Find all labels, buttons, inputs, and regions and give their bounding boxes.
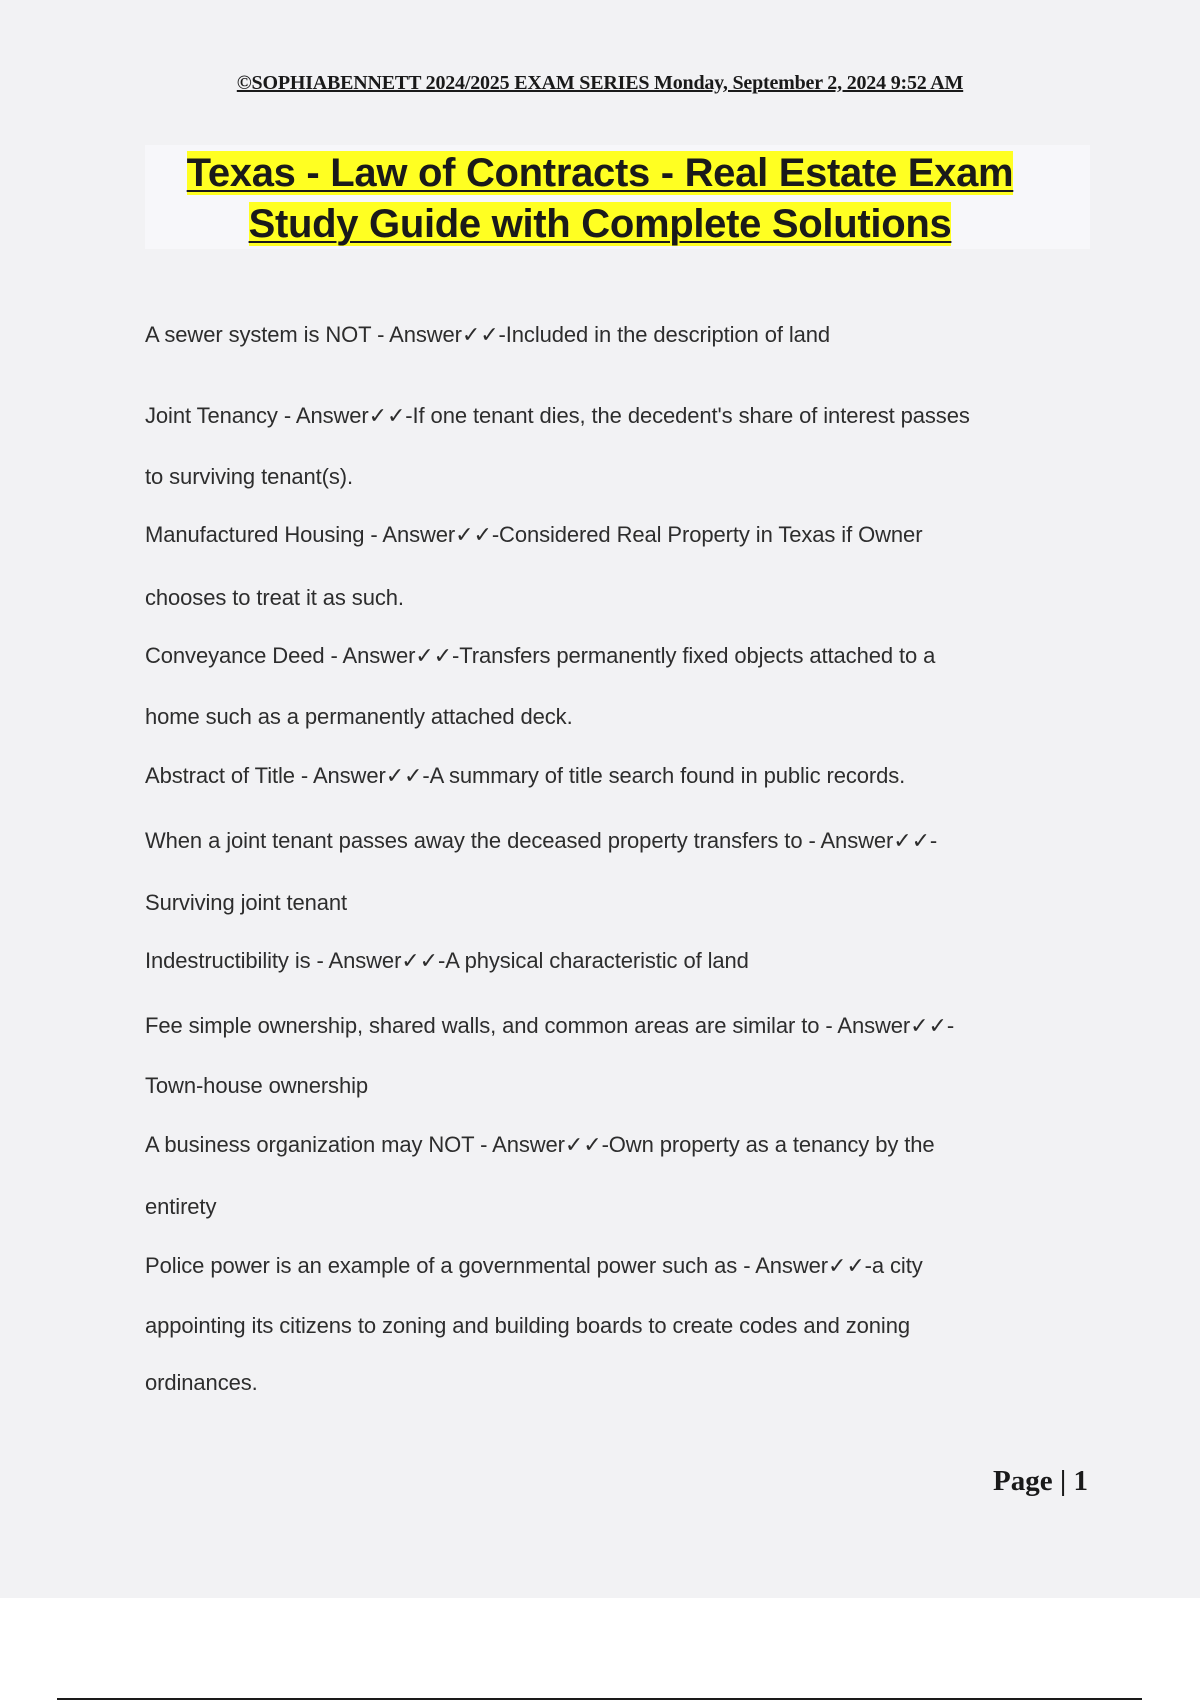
qa-line: chooses to treat it as such.: [145, 585, 404, 610]
qa-line: home such as a permanently attached deck.: [145, 704, 573, 729]
qa-line: to surviving tenant(s).: [145, 464, 354, 489]
document-title: [0, 148, 1200, 250]
qa-line: appointing its citizens to zoning and building boards to create codes and zoning: [145, 1313, 910, 1338]
qa-line: A sewer system is NOT - Answer✓✓-Included in the description of land: [145, 322, 831, 347]
qa-line: ordinances.: [145, 1370, 258, 1395]
qa-line: Police power is an example of a governmental power such as - Answer✓✓-a city: [145, 1253, 923, 1278]
qa-line: entirety: [145, 1194, 217, 1219]
qa-line: Fee simple ownership, shared walls, and common areas are similar to - Answer✓✓-: [145, 1013, 955, 1038]
document-header: ©SOPHIABENNETT 2024/2025 EXAM SERIES Monday, September 2, 2024 9:52 AM: [236, 72, 964, 94]
qa-line: When a joint tenant passes away the deceased property transfers to - Answer✓✓-: [145, 828, 938, 853]
qa-line: Conveyance Deed - Answer✓✓-Transfers permanently fixed objects attached to a: [145, 643, 936, 668]
page-number: Page | 1: [993, 1465, 1088, 1497]
qa-line: Joint Tenancy - Answer✓✓-If one tenant dies, the decedent's share of interest passes: [145, 403, 970, 428]
qa-line: Surviving joint tenant: [145, 890, 348, 915]
qa-line: Abstract of Title - Answer✓✓-A summary of title search found in public records.: [145, 763, 906, 788]
qa-line: Manufactured Housing - Answer✓✓-Considered Real Property in Texas if Owner: [145, 522, 923, 547]
qa-line: Town-house ownership: [145, 1073, 369, 1098]
title-line-2: Study Guide with Complete Solutions: [248, 202, 952, 246]
qa-line: Indestructibility is - Answer✓✓-A physical characteristic of land: [145, 948, 749, 973]
qa-line: A business organization may NOT - Answer✓✓-Own property as a tenancy by the: [145, 1132, 935, 1157]
title-line-1: Texas - Law of Contracts - Real Estate Exam: [186, 151, 1014, 195]
